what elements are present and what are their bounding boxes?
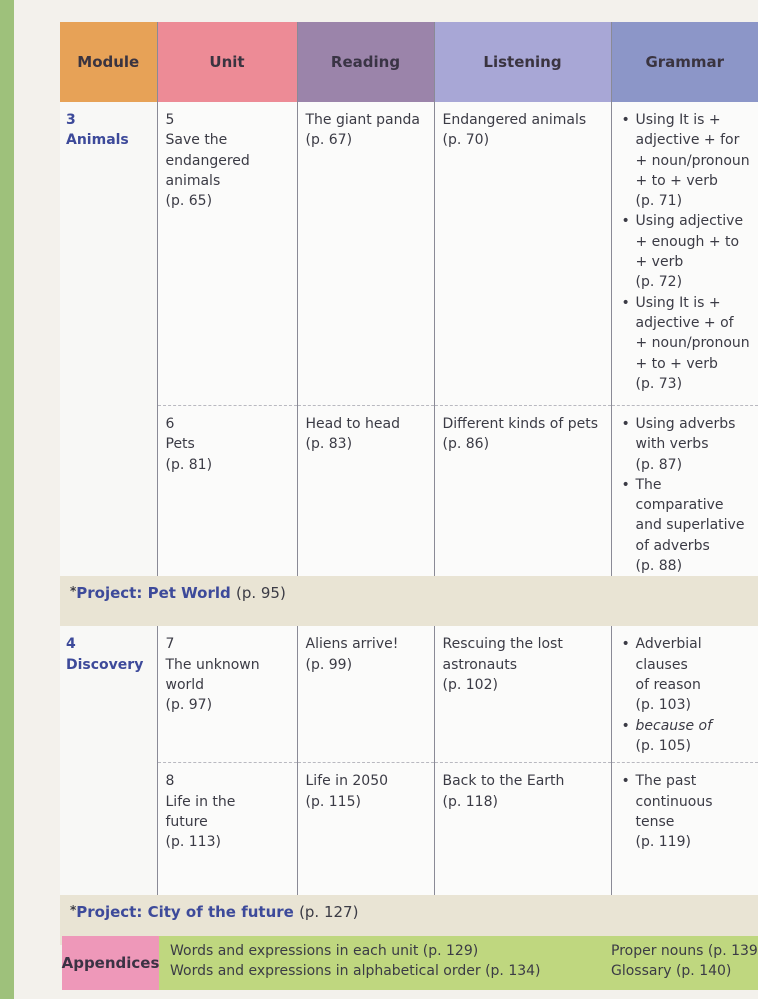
grammar-line: and superlative <box>635 517 745 534</box>
header-unit: Unit <box>157 22 297 102</box>
grammar-line: + verb <box>635 254 684 271</box>
module-name: Discovery <box>66 656 144 673</box>
reading-cell <box>297 102 434 406</box>
unit-title-line: The unknown <box>165 656 260 673</box>
unit-title-line: Life in the <box>165 793 236 810</box>
grammar-cell <box>611 626 758 763</box>
grammar-line: adjective + for <box>635 132 740 149</box>
table-row <box>60 763 758 896</box>
grammar-line: (p. 87) <box>635 456 683 473</box>
reading-page: (p. 83) <box>305 436 353 453</box>
listening-page: (p. 86) <box>442 436 490 453</box>
grammar-line: • The comparative <box>635 476 724 514</box>
unit-cell <box>157 763 297 896</box>
grammar-line: • Using It is + <box>635 294 721 311</box>
table-row <box>60 406 758 577</box>
reading-cell <box>297 763 434 896</box>
grammar-cell <box>611 102 758 406</box>
unit-page: (p. 81) <box>165 456 213 473</box>
module-name: Animals <box>66 132 129 149</box>
grammar-item <box>620 771 753 852</box>
unit-title-line: Save the <box>165 132 228 149</box>
listening-cell <box>434 626 611 763</box>
grammar-line: (p. 105) <box>635 737 691 754</box>
grammar-item <box>620 293 753 394</box>
appendix-item: Words and expressions in each unit (p. 129) <box>170 943 479 959</box>
reading-cell <box>297 626 434 763</box>
appendix-item: Words and expressions in alphabetical order (p. 134) <box>170 963 541 979</box>
project-page: (p. 95) <box>235 584 286 603</box>
project-page: (p. 127) <box>299 903 359 922</box>
grammar-line: (p. 72) <box>635 274 683 291</box>
grammar-line: • Using It is + <box>635 112 721 128</box>
unit-number: 6 <box>165 416 175 432</box>
unit-cell <box>157 102 297 406</box>
grammar-line: + noun/pronoun <box>635 335 750 352</box>
unit-title-line: animals <box>165 172 221 189</box>
unit-title-line: future <box>165 813 208 830</box>
module-number: 3 <box>66 112 76 128</box>
contents-table <box>60 22 758 945</box>
grammar-line: • Using adjective <box>635 213 744 230</box>
listening-page: (p. 70) <box>442 132 490 149</box>
unit-title-line: Pets <box>165 436 195 453</box>
grammar-item <box>620 716 753 757</box>
page-edge <box>0 0 14 999</box>
header-row <box>60 22 758 102</box>
appendices-list <box>159 936 758 990</box>
module-cell <box>60 102 157 576</box>
grammar-line: • because of <box>635 717 713 734</box>
header-grammar: Grammar <box>611 22 758 102</box>
grammar-line: adjective + of <box>635 314 734 331</box>
appendices-bar <box>62 936 758 990</box>
header-listening: Listening <box>434 22 611 102</box>
listening-cell <box>434 406 611 577</box>
project-label: Project: City of the future <box>76 903 294 922</box>
listening-title-line: Rescuing the lost <box>442 636 563 653</box>
grammar-item <box>620 211 753 292</box>
unit-title-line: world <box>165 676 205 693</box>
grammar-line: (p. 88) <box>635 558 683 575</box>
unit-page: (p. 65) <box>165 193 213 210</box>
grammar-line: (p. 103) <box>635 697 691 714</box>
grammar-item <box>620 634 753 715</box>
project-star: * <box>70 584 77 599</box>
grammar-line: (p. 73) <box>635 375 683 392</box>
listening-page: (p. 102) <box>442 676 498 693</box>
appendix-item: Proper nouns (p. 139 <box>611 943 758 959</box>
grammar-line: continuous tense <box>635 793 713 830</box>
grammar-line: + enough + to <box>635 233 740 250</box>
reading-page: (p. 115) <box>305 793 361 810</box>
grammar-cell <box>611 763 758 896</box>
grammar-line: of reason <box>635 676 701 693</box>
grammar-line: + to + verb <box>635 355 718 372</box>
project-row <box>60 576 758 626</box>
table-row <box>60 626 758 763</box>
reading-page: (p. 99) <box>305 656 353 673</box>
unit-title-line: endangered <box>165 152 250 169</box>
reading-title: Life in 2050 <box>305 773 389 790</box>
unit-page: (p. 113) <box>165 834 221 851</box>
listening-title: Endangered animals <box>442 112 587 128</box>
grammar-line: • Using adverbs <box>635 416 736 432</box>
grammar-line: + noun/pronoun <box>635 152 750 169</box>
grammar-line: (p. 71) <box>635 193 683 210</box>
grammar-line: with verbs <box>635 436 709 453</box>
grammar-line: + to + verb <box>635 172 718 189</box>
grammar-line: • Adverbial clauses <box>635 636 702 673</box>
reading-title: Aliens arrive! <box>305 636 399 653</box>
unit-page: (p. 97) <box>165 697 213 714</box>
table-row <box>60 102 758 406</box>
grammar-line: of adverbs <box>635 537 710 554</box>
project-label: Project: Pet World <box>76 584 231 603</box>
grammar-line: (p. 119) <box>635 834 691 851</box>
listening-title: Different kinds of pets <box>442 416 599 432</box>
project-cell <box>60 576 758 626</box>
reading-title: Head to head <box>305 416 401 432</box>
grammar-item <box>620 475 753 576</box>
grammar-cell <box>611 406 758 577</box>
grammar-item <box>620 414 753 475</box>
unit-cell <box>157 406 297 577</box>
appendices-label: Appendices <box>62 936 159 990</box>
listening-cell <box>434 763 611 896</box>
listening-page: (p. 118) <box>442 793 498 810</box>
grammar-line: • The past <box>635 773 697 790</box>
grammar-item <box>620 110 753 211</box>
reading-page: (p. 67) <box>305 132 353 149</box>
header-reading: Reading <box>297 22 434 102</box>
unit-number: 7 <box>165 636 175 653</box>
reading-title: The giant panda <box>305 112 420 128</box>
unit-number: 8 <box>165 773 175 790</box>
header-module: Module <box>60 22 157 102</box>
listening-title: Back to the Earth <box>442 773 565 790</box>
appendix-item: Glossary (p. 140) <box>611 963 732 979</box>
module-number: 4 <box>66 636 76 653</box>
listening-cell <box>434 102 611 406</box>
unit-cell <box>157 626 297 763</box>
module-cell <box>60 626 157 895</box>
project-star: * <box>70 903 77 918</box>
reading-cell <box>297 406 434 577</box>
listening-title-line: astronauts <box>442 656 517 673</box>
unit-number: 5 <box>165 112 175 128</box>
